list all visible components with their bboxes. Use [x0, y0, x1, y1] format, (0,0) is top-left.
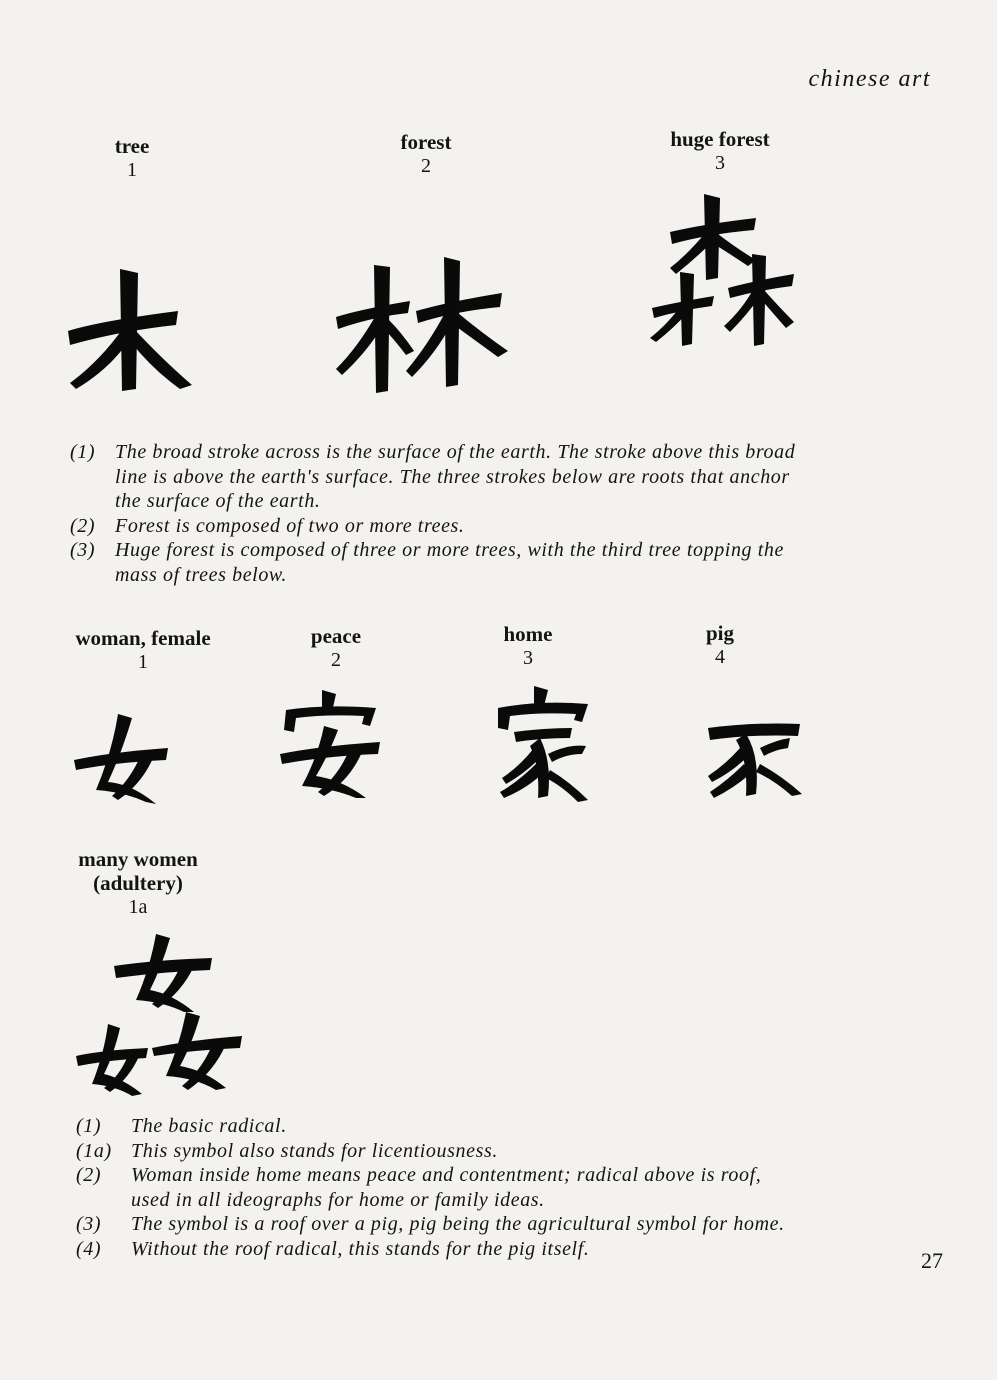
note-text: The broad stroke across is the surface of the earth. The stroke above this broad line is above the earth's surface. The three strokes below are roots that anchor the surface of the earth.: [115, 441, 796, 512]
forest-label-text: forest: [400, 130, 452, 154]
tree-label-text: tree: [114, 134, 150, 158]
pig-ideograph-icon: [704, 718, 804, 800]
women-note: [76, 1237, 804, 1262]
forest-number: 2: [421, 155, 431, 177]
women-note: [76, 1212, 804, 1237]
note-mark: (3): [70, 539, 96, 561]
huge-forest-number: 3: [715, 152, 725, 174]
woman-ideograph-icon: [72, 712, 172, 804]
trees-note: [70, 538, 796, 587]
women-note: [76, 1139, 804, 1164]
home-label: [488, 622, 568, 670]
home-ideograph-icon: [494, 686, 594, 802]
many-women-label-line2: (adultery): [93, 871, 183, 895]
note-text: Without the roof radical, this stands for the pig itself.: [131, 1237, 590, 1260]
note-mark: (2): [70, 514, 96, 537]
note-text: Woman inside home means peace and contentment; radical above is roof, used in all ideographs for home or family ideas.: [131, 1164, 762, 1211]
trees-note: [70, 514, 796, 539]
pig-number: 4: [715, 646, 725, 668]
trees-note: [70, 440, 796, 514]
huge-forest-label-text: huge forest: [670, 127, 770, 151]
huge-forest-label: [650, 127, 790, 175]
many-women-label: [58, 847, 218, 919]
note-text: Huge forest is composed of three or more trees, with the third tree topping the mass of trees below.: [115, 539, 784, 586]
note-mark: (3): [76, 1213, 102, 1235]
many-women-label-line1: many women: [78, 847, 198, 871]
note-text: This symbol also stands for licentiousness.: [131, 1139, 498, 1162]
running-head: chinese art: [808, 66, 931, 92]
note-text: The symbol is a roof over a pig, pig being the agricultural symbol for home.: [131, 1213, 785, 1235]
many-women-number: 1a: [128, 896, 148, 918]
forest-label: [376, 130, 476, 178]
peace-number: 2: [331, 649, 341, 671]
tree-label: [82, 134, 182, 182]
note-mark: (1a): [76, 1139, 112, 1162]
women-note: [76, 1114, 804, 1139]
women-notes: [76, 1114, 804, 1261]
note-mark: (1): [70, 441, 96, 463]
trees-notes: [70, 440, 796, 587]
tree-ideograph-icon: [60, 265, 200, 395]
huge-forest-ideograph-icon: [648, 192, 798, 352]
note-mark: (2): [76, 1164, 102, 1186]
woman-number: 1: [138, 651, 148, 673]
note-mark: (4): [76, 1237, 102, 1260]
woman-label-text: woman, female: [75, 626, 211, 650]
women-note: [76, 1163, 804, 1212]
peace-ideograph-icon: [276, 690, 386, 800]
woman-label: [60, 626, 226, 674]
note-text: Forest is composed of two or more trees.: [115, 514, 465, 537]
page-number: 27: [921, 1248, 943, 1273]
forest-ideograph-icon: [332, 255, 512, 395]
pig-label: [680, 621, 760, 669]
peace-label: [296, 624, 376, 672]
peace-label-text: peace: [310, 624, 362, 648]
note-mark: (1): [76, 1115, 102, 1137]
tree-number: 1: [127, 159, 137, 181]
home-label-text: home: [503, 622, 553, 646]
pig-label-text: pig: [705, 621, 734, 645]
many-women-ideograph-icon: [70, 932, 246, 1108]
note-text: The basic radical.: [131, 1115, 287, 1137]
home-number: 3: [523, 647, 533, 669]
